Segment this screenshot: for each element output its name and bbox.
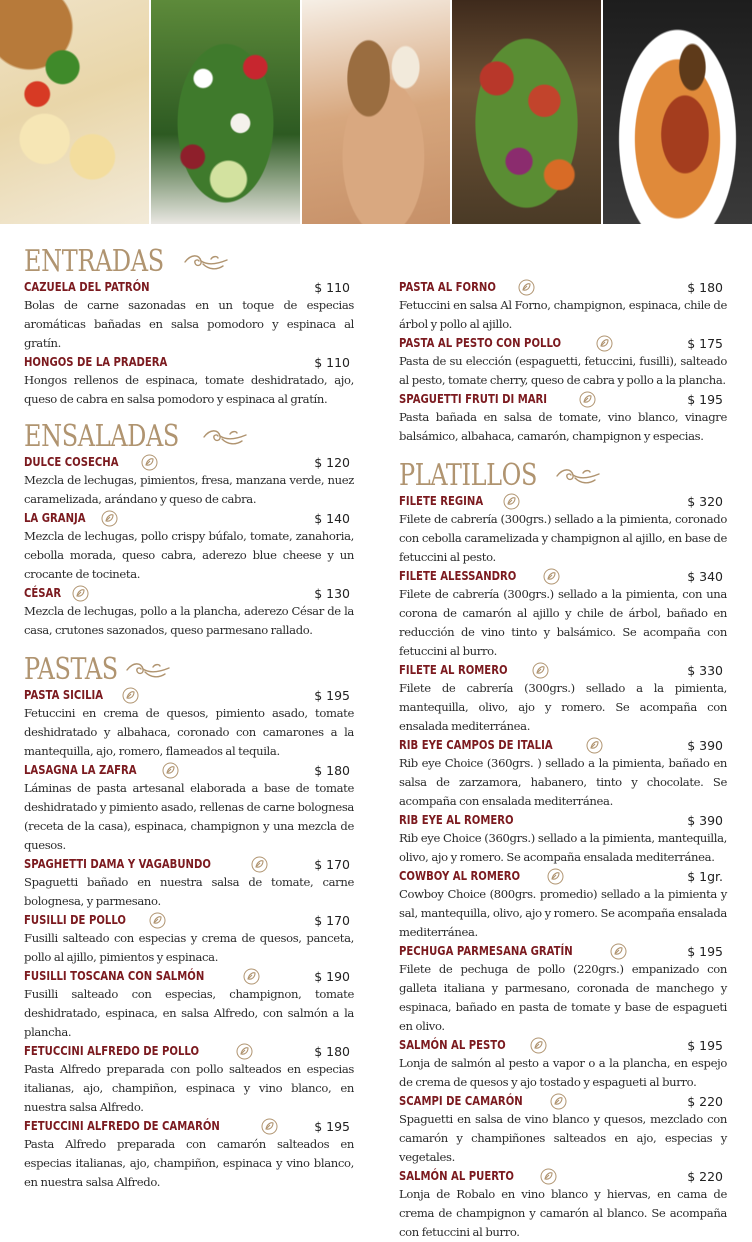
menu-item xyxy=(399,390,727,446)
vegetarian-icon xyxy=(540,1168,557,1185)
item-price: $ 190 xyxy=(314,968,350,984)
flourish-ornament-icon xyxy=(555,465,601,487)
menu-item xyxy=(24,967,354,1042)
section-platillos xyxy=(399,460,727,1242)
vegetarian-icon xyxy=(251,856,268,873)
vegetarian-icon xyxy=(149,912,166,929)
menu-item xyxy=(24,353,354,409)
menu-item xyxy=(24,453,354,509)
menu-item xyxy=(24,1117,354,1192)
menu-item xyxy=(399,736,727,811)
menu-item xyxy=(399,1036,727,1092)
item-description: Láminas de pasta artesanal elaborada a base de tomate deshidratado y pimiento asado, rellenas de carne bolognesa (receta de la casa), espinaca, champignon y una mezcla de quesos. xyxy=(24,781,354,852)
item-description: Filete de cabrería (300grs.) sellado a la pimienta, con una corona de camarón al ajillo y chile de árbol, bañado en reducción de vino tinto y balsámico. Se acompaña con fetuccini al burro. xyxy=(399,587,727,658)
section-entradas xyxy=(24,246,354,409)
item-name: FETUCCINI ALFREDO DE POLLO xyxy=(24,1044,200,1058)
menu-item xyxy=(399,867,727,942)
menu-item xyxy=(399,661,727,736)
menu-item xyxy=(399,1167,727,1242)
item-price: $ 340 xyxy=(687,568,723,584)
vegetarian-icon xyxy=(530,1037,547,1054)
item-name: PASTA AL PESTO CON POLLO xyxy=(399,336,562,350)
section-ensaladas xyxy=(24,421,354,640)
item-price: $ 320 xyxy=(687,493,723,509)
vegetarian-icon xyxy=(122,687,139,704)
section-pastas-continued xyxy=(399,278,727,446)
fettuccine-cream-photo xyxy=(302,0,451,224)
menu-column-left xyxy=(24,246,354,1192)
item-name: CÉSAR xyxy=(24,586,62,600)
item-description: Fetuccini en crema de quesos, pimiento asado, tomate deshidratado y albahaca, coronado con camarones a la mantequilla, ajo, romero, flameados al tequila. xyxy=(24,706,354,758)
item-name: PASTA SICILIA xyxy=(24,688,104,702)
vegetarian-icon xyxy=(543,568,560,585)
item-price: $ 175 xyxy=(687,335,723,351)
item-description: Mezcla de lechugas, pimientos, fresa, manzana verde, nuez caramelizada, arándano y queso de cabra. xyxy=(24,473,354,506)
item-name: PECHUGA PARMESANA GRATÍN xyxy=(399,944,573,958)
item-description: Mezcla de lechugas, pollo crispy búfalo, tomate, zanahoria, cebolla morada, queso cabra, aderezo blue cheese y un crocante de tocineta. xyxy=(24,529,354,581)
item-name: SPAGHETTI DAMA Y VAGABUNDO xyxy=(24,857,211,871)
vegetarian-icon xyxy=(162,762,179,779)
item-price: $ 1gr. xyxy=(687,868,723,884)
item-price: $ 195 xyxy=(687,943,723,959)
item-price: $ 180 xyxy=(314,762,350,778)
item-name: HONGOS DE LA PRADERA xyxy=(24,355,168,369)
menu-item xyxy=(24,1042,354,1117)
item-name: COWBOY AL ROMERO xyxy=(399,869,521,883)
menu-item xyxy=(24,584,354,640)
menu-item xyxy=(24,855,354,911)
item-price: $ 195 xyxy=(687,391,723,407)
vegetarian-icon xyxy=(532,662,549,679)
item-name: SALMÓN AL PUERTO xyxy=(399,1169,514,1183)
item-price: $ 130 xyxy=(314,585,350,601)
item-name: SPAGUETTI FRUTI DI MARI xyxy=(399,392,548,406)
section-title: PASTAS xyxy=(24,654,354,686)
item-description: Fusilli salteado con especias, champignon, tomate deshidratado, espinaca, en salsa Alfredo, con salmón a la plancha. xyxy=(24,987,354,1039)
item-description: Spaguetti bañado en nuestra salsa de tomate, carne bolognesa, y parmesano. xyxy=(24,875,354,908)
farfalle-pasta-photo xyxy=(0,0,149,224)
item-description: Filete de cabrería (300grs.) sellado a la pimienta, coronado con cebolla caramelizada y champignon al ajillo, en base de fetuccini al pesto. xyxy=(399,512,727,564)
menu-item xyxy=(24,761,354,855)
menu-item xyxy=(399,1092,727,1167)
item-description: Mezcla de lechugas, pollo a la plancha, aderezo César de la casa, crutones sazonados, queso parmesano rallado. xyxy=(24,604,354,637)
item-description: Rib eye Choice (360grs. ) sellado a la pimienta, bañado en salsa de zarzamora, habanero, tinto y chocolate. Se acompaña con ensalada mediterránea. xyxy=(399,756,727,808)
item-name: LA GRANJA xyxy=(24,511,86,525)
section-title: ENTRADAS xyxy=(24,246,354,278)
menu-item xyxy=(24,911,354,967)
item-price: $ 170 xyxy=(314,856,350,872)
item-description: Fetuccini en salsa Al Forno, champignon, espinaca, chile de árbol y pollo al ajillo. xyxy=(399,298,727,331)
item-description: Cowboy Choice (800grs. promedio) sellado a la pimienta y sal, mantequilla, olivo, ajo y romero. Se acompaña ensalada mediterránea. xyxy=(399,887,727,939)
item-name: LASAGNA LA ZAFRA xyxy=(24,763,137,777)
berry-salad-photo xyxy=(151,0,300,224)
item-description: Pasta Alfredo preparada con camarón salteados en especias italianas, ajo, champiñon, espinaca y vino blanco, en nuestra salsa Alfredo. xyxy=(24,1137,354,1189)
item-description: Fusilli salteado con especias y crema de quesos, panceta, pollo al ajillo, pimientos y espinaca. xyxy=(24,931,354,964)
flourish-ornament-icon xyxy=(202,426,248,448)
item-name: RIB EYE AL ROMERO xyxy=(399,813,514,827)
menu-item xyxy=(399,334,727,390)
item-price: $ 110 xyxy=(314,354,350,370)
item-description: Pasta Alfredo preparada con pollo salteados en especias italianas, ajo, champiñon, espinaca y vino blanco, en nuestra salsa Alfredo. xyxy=(24,1062,354,1114)
item-price: $ 220 xyxy=(687,1168,723,1184)
menu-column-right xyxy=(399,278,727,1242)
item-price: $ 330 xyxy=(687,662,723,678)
menu-item xyxy=(399,567,727,661)
menu-item xyxy=(399,942,727,1036)
item-name: FUSILLI TOSCANA CON SALMÓN xyxy=(24,969,205,983)
vegetarian-icon xyxy=(518,279,535,296)
item-price: $ 220 xyxy=(687,1093,723,1109)
flourish-ornament-icon xyxy=(183,251,229,273)
item-name: CAZUELA DEL PATRÓN xyxy=(24,280,150,294)
item-name: FILETE AL ROMERO xyxy=(399,663,508,677)
item-price: $ 390 xyxy=(687,812,723,828)
vegetarian-icon xyxy=(72,585,89,602)
photo-strip xyxy=(0,0,752,224)
item-price: $ 120 xyxy=(314,454,350,470)
item-price: $ 180 xyxy=(687,279,723,295)
item-name: FUSILLI DE POLLO xyxy=(24,913,126,927)
item-name: SCAMPI DE CAMARÓN xyxy=(399,1094,523,1108)
item-price: $ 180 xyxy=(314,1043,350,1059)
menu-item xyxy=(24,509,354,584)
menu-item xyxy=(399,278,727,334)
item-name: PASTA AL FORNO xyxy=(399,280,496,294)
item-price: $ 140 xyxy=(314,510,350,526)
vegetarian-icon xyxy=(261,1118,278,1135)
item-name: SALMÓN AL PESTO xyxy=(399,1038,506,1052)
vegetarian-icon xyxy=(243,968,260,985)
item-description: Filete de pechuga de pollo (220grs.) empanizado con galleta italiana y parmesano, coronada de manchego y espinaca, bañado en pasta de tomate y base de espagueti en olivo. xyxy=(399,962,727,1033)
flourish-ornament-icon xyxy=(125,659,171,681)
vegetarian-icon xyxy=(101,510,118,527)
item-description: Bolas de carne sazonadas en un toque de especias aromáticas bañadas en salsa pomodoro y espinaca al gratín. xyxy=(24,298,354,350)
vegetarian-icon xyxy=(586,737,603,754)
vegetarian-icon xyxy=(547,868,564,885)
item-name: FILETE REGINA xyxy=(399,494,484,508)
item-price: $ 390 xyxy=(687,737,723,753)
section-title: PLATILLOS xyxy=(399,460,727,492)
item-description: Spaguetti en salsa de vino blanco y quesos, mezclado con camarón y champiñones salteados en ajo, especias y vegetales. xyxy=(399,1112,727,1164)
item-description: Hongos rellenos de espinaca, tomate deshidratado, ajo, queso de cabra en salsa pomodoro y espinaca al gratín. xyxy=(24,373,354,406)
item-price: $ 170 xyxy=(314,912,350,928)
menu-item xyxy=(24,686,354,761)
item-price: $ 195 xyxy=(687,1037,723,1053)
item-name: FETUCCINI ALFREDO DE CAMARÓN xyxy=(24,1119,220,1133)
vegetarian-icon xyxy=(236,1043,253,1060)
vegetarian-icon xyxy=(503,493,520,510)
item-description: Rib eye Choice (360grs.) sellado a la pimienta, mantequilla, olivo, ajo y romero. Se acompaña ensalada mediterránea. xyxy=(399,831,727,864)
item-price: $ 195 xyxy=(314,687,350,703)
item-name: DULCE COSECHA xyxy=(24,455,119,469)
item-price: $ 195 xyxy=(314,1118,350,1134)
crispy-chicken-salad-photo xyxy=(452,0,601,224)
vegetarian-icon xyxy=(610,943,627,960)
menu-item xyxy=(399,811,727,867)
item-price: $ 110 xyxy=(314,279,350,295)
menu-item xyxy=(24,278,354,353)
item-name: RIB EYE CAMPOS DE ITALIA xyxy=(399,738,553,752)
vegetarian-icon xyxy=(550,1093,567,1110)
item-description: Lonja de salmón al pesto a vapor o a la plancha, en espejo de crema de quesos y ajo tostado y espagueti al burro. xyxy=(399,1056,727,1089)
item-description: Filete de cabrería (300grs.) sellado a la pimienta, mantequilla, olivo, ajo y romero. Se acompaña con ensalada mediterránea. xyxy=(399,681,727,733)
menu-item xyxy=(399,492,727,567)
item-description: Pasta de su elección (espaguetti, fetuccini, fusilli), salteado al pesto, tomate cherry, queso de cabra y pollo a la plancha. xyxy=(399,354,727,387)
item-name: FILETE ALESSANDRO xyxy=(399,569,517,583)
section-title: ENSALADAS xyxy=(24,421,354,453)
item-description: Lonja de Robalo en vino blanco y hiervas, en cama de crema de champignon y camarón al blanco. Se acompaña con fetuccini al burro. xyxy=(399,1187,727,1239)
item-description: Pasta bañada en salsa de tomate, vino blanco, vinagre balsámico, albahaca, camarón, champignon y especias. xyxy=(399,410,727,443)
vegetarian-icon xyxy=(579,391,596,408)
section-pastas xyxy=(24,654,354,1192)
shrimp-pasta-photo xyxy=(603,0,752,224)
vegetarian-icon xyxy=(141,454,158,471)
vegetarian-icon xyxy=(596,335,613,352)
